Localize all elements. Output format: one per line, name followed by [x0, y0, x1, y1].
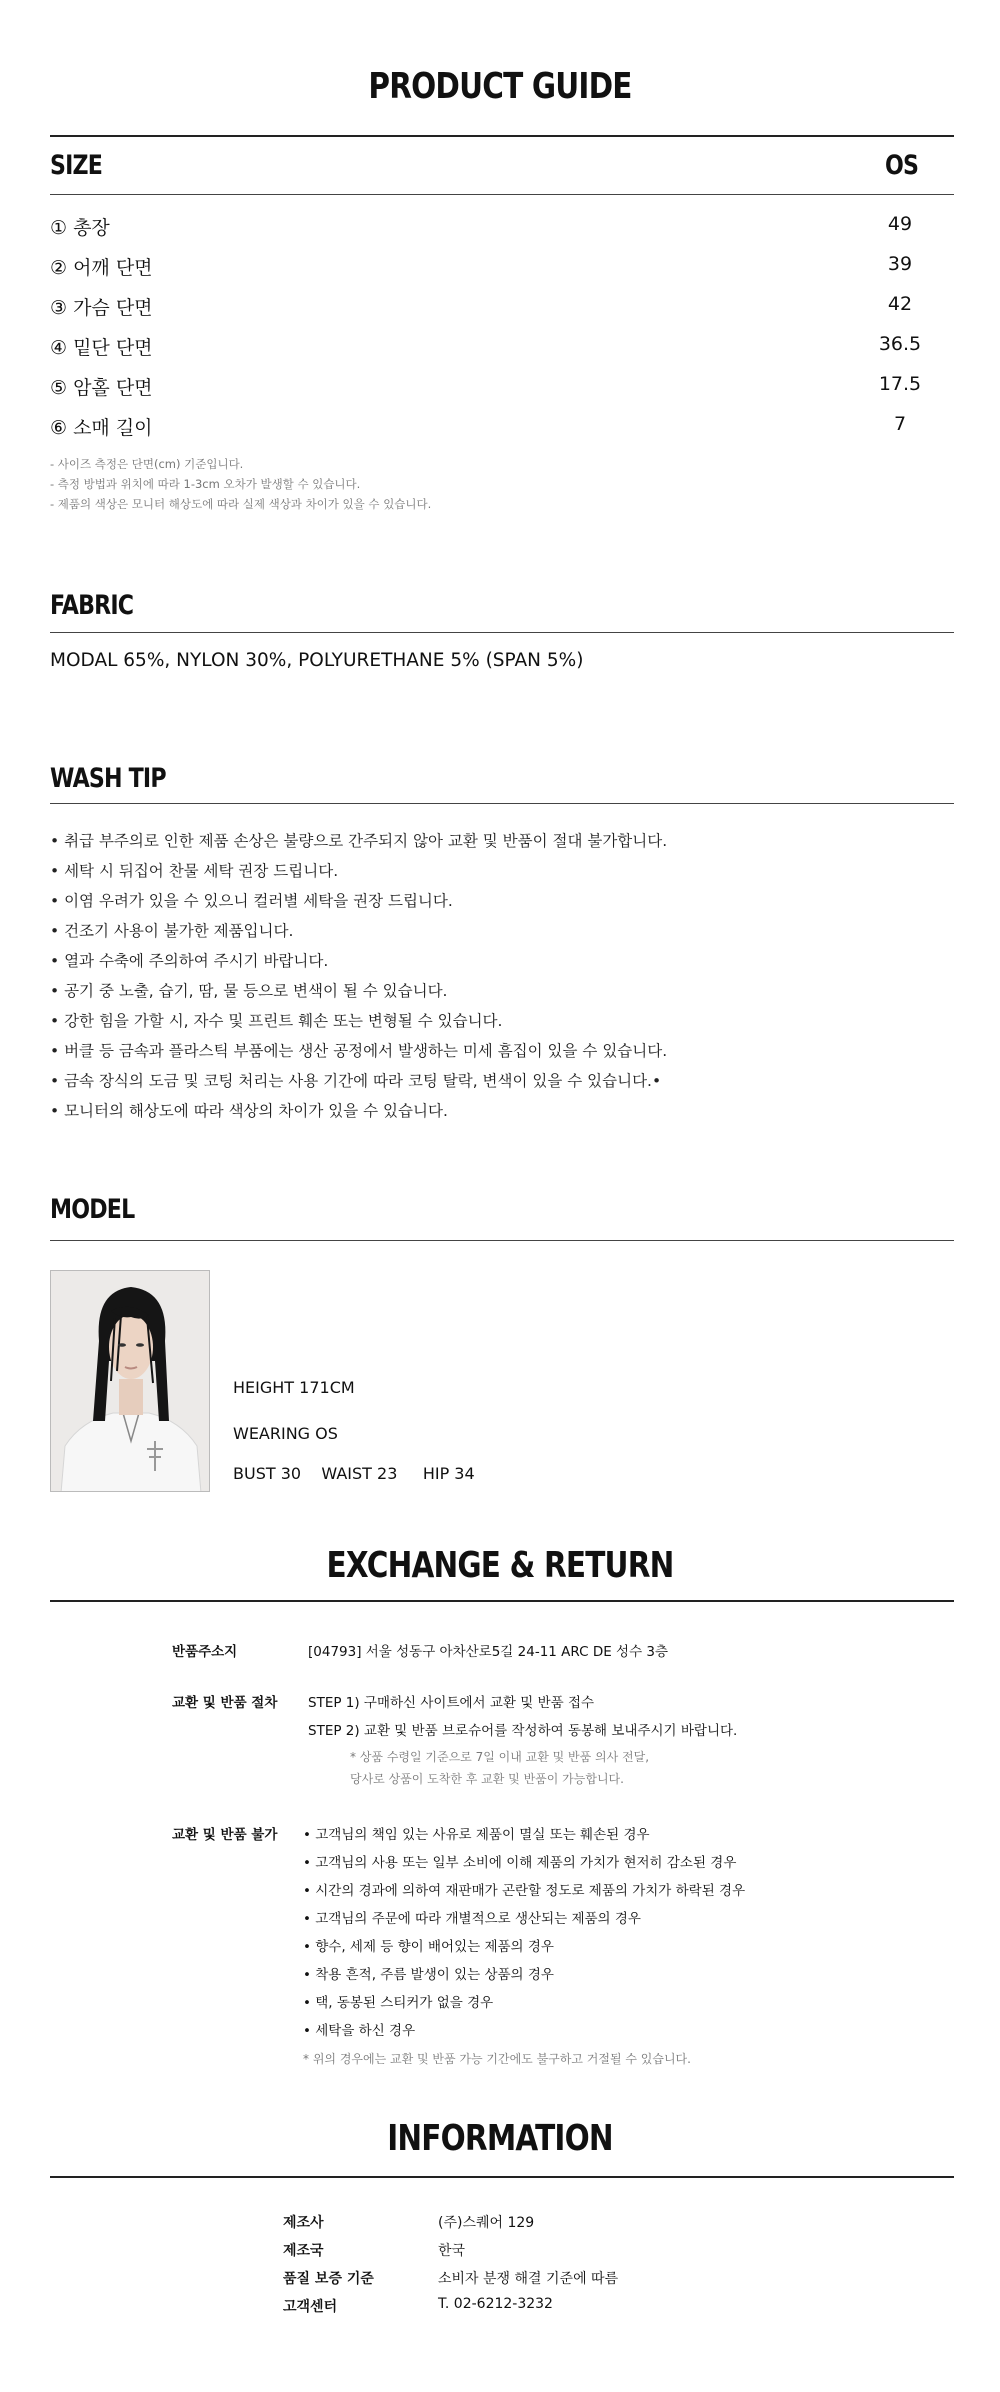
wash-tip-item: • 공기 중 노출, 습기, 땀, 물 등으로 변색이 될 수 있습니다. [50, 982, 448, 1000]
info-label: 제조국 [283, 2243, 324, 2259]
return-address-label: 반품주소지 [172, 1644, 238, 1660]
size-row-label: ⑥ 소매 길이 [50, 417, 153, 439]
exchange-return-title: EXCHANGE & RETURN [326, 1545, 674, 1586]
size-row-value: 42 [887, 293, 913, 315]
size-header: SIZE [50, 150, 103, 181]
size-row-label: ④ 밑단 단면 [50, 337, 153, 359]
size-row-value: 7 [893, 413, 907, 435]
unavailable-footnote: * 위의 경우에는 교환 및 반품 가능 기간에도 불구하고 거절될 수 있습니다. [303, 2052, 691, 2066]
size-row-value: 36.5 [878, 333, 922, 355]
wash-tip-item: • 버클 등 금속과 플라스틱 부품에는 생산 공정에서 발생하는 미세 흠집이 있을 수 있습니다. [50, 1042, 668, 1060]
info-value: 소비자 분쟁 해결 기준에 따름 [438, 2271, 619, 2287]
wash-tip-item: • 이염 우려가 있을 수 있으니 컬러별 세탁을 권장 드립니다. [50, 892, 453, 910]
divider [50, 194, 954, 195]
unavailable-item: • 고객님의 사용 또는 일부 소비에 이해 제품의 가치가 현저히 감소된 경우 [303, 1855, 737, 1871]
size-row-label: ③ 가슴 단면 [50, 297, 153, 319]
procedure-note: * 상품 수령일 기준으로 7일 이내 교환 및 반품 의사 전달, [350, 1750, 650, 1764]
divider [50, 1240, 954, 1241]
wash-tip-item: • 열과 수축에 주의하여 주시기 바랍니다. [50, 952, 329, 970]
divider [50, 1600, 954, 1602]
info-value: (주)스퀘어 129 [438, 2215, 535, 2231]
unavailable-item: • 택, 동봉된 스티커가 없을 경우 [303, 1995, 494, 2011]
size-row-label: ⑤ 암홀 단면 [50, 377, 153, 399]
size-row-value: 39 [887, 253, 913, 275]
os-header: OS [885, 150, 919, 181]
model-wearing: WEARING OS [233, 1424, 338, 1443]
wash-tip-item: • 취급 부주의로 인한 제품 손상은 불량으로 간주되지 않아 교환 및 반품이 절대 불가합니다. [50, 832, 668, 850]
model-measures: BUST 30 WAIST 23 HIP 34 [233, 1464, 475, 1483]
divider [50, 632, 954, 633]
divider [50, 803, 954, 804]
product-guide-title: PRODUCT GUIDE [368, 66, 632, 107]
model-height: HEIGHT 171CM [233, 1378, 355, 1397]
unavailable-item: • 고객님의 주문에 따라 개별적으로 생산되는 제품의 경우 [303, 1911, 641, 1927]
unavailable-item: • 고객님의 책임 있는 사유로 제품이 멸실 또는 훼손된 경우 [303, 1827, 650, 1843]
unavailable-item: • 세탁을 하신 경우 [303, 2023, 416, 2039]
size-row-label: ② 어깨 단면 [50, 257, 153, 279]
wash-tip-item: • 건조기 사용이 불가한 제품입니다. [50, 922, 294, 940]
fabric-composition: MODAL 65%, NYLON 30%, POLYURETHANE 5% (SPAN 5%) [50, 650, 584, 671]
divider [50, 2176, 954, 2178]
procedure-step: STEP 1) 구매하신 사이트에서 교환 및 반품 접수 [308, 1695, 595, 1711]
info-value: 한국 [438, 2243, 466, 2259]
procedure-label: 교환 및 반품 절차 [172, 1695, 278, 1711]
information-title: INFORMATION [387, 2118, 613, 2159]
info-label: 고객센터 [283, 2299, 338, 2315]
return-address: [04793] 서울 성동구 아차산로5길 24-11 ARC DE 성수 3층 [308, 1644, 669, 1660]
procedure-note: 당사로 상품이 도착한 후 교환 및 반품이 가능합니다. [350, 1772, 624, 1786]
wash-tip-item: • 금속 장식의 도금 및 코팅 처리는 사용 기간에 따라 코팅 탈락, 변색이 있을 수 있습니다.• [50, 1072, 662, 1090]
wash-tip-item: • 모니터의 해상도에 따라 색상의 차이가 있을 수 있습니다. [50, 1102, 448, 1120]
model-title: MODEL [50, 1194, 135, 1225]
info-label: 제조사 [283, 2215, 324, 2231]
wash-tip-item: • 강한 힘을 가할 시, 자수 및 프린트 훼손 또는 변형될 수 있습니다. [50, 1012, 503, 1030]
wash-tip-title: WASH TIP [50, 763, 166, 794]
unavailable-item: • 착용 흔적, 주름 발생이 있는 상품의 경우 [303, 1967, 554, 1983]
model-photo [50, 1270, 210, 1492]
info-value: T. 02-6212-3232 [438, 2296, 553, 2312]
info-label: 품질 보증 기준 [283, 2271, 374, 2287]
unavailable-item: • 향수, 세제 등 향이 배어있는 제품의 경우 [303, 1939, 554, 1955]
size-note: - 제품의 색상은 모니터 해상도에 따라 실제 색상과 차이가 있을 수 있습니다. [50, 497, 432, 511]
wash-tip-item: • 세탁 시 뒤집어 찬물 세탁 권장 드립니다. [50, 862, 339, 880]
size-note: - 측정 방법과 위치에 따라 1-3cm 오차가 발생할 수 있습니다. [50, 477, 361, 491]
size-row-value: 17.5 [878, 373, 922, 395]
size-note: - 사이즈 측정은 단면(cm) 기준입니다. [50, 457, 244, 471]
fabric-title: FABRIC [50, 590, 134, 621]
unavailable-label: 교환 및 반품 불가 [172, 1827, 278, 1843]
unavailable-item: • 시간의 경과에 의하여 재판매가 곤란할 정도로 제품의 가치가 하락된 경우 [303, 1883, 746, 1899]
size-row-value: 49 [887, 213, 913, 235]
divider [50, 135, 954, 137]
size-row-label: ① 총장 [50, 217, 110, 239]
procedure-step: STEP 2) 교환 및 반품 브로슈어를 작성하여 동봉해 보내주시기 바랍니다. [308, 1723, 738, 1739]
